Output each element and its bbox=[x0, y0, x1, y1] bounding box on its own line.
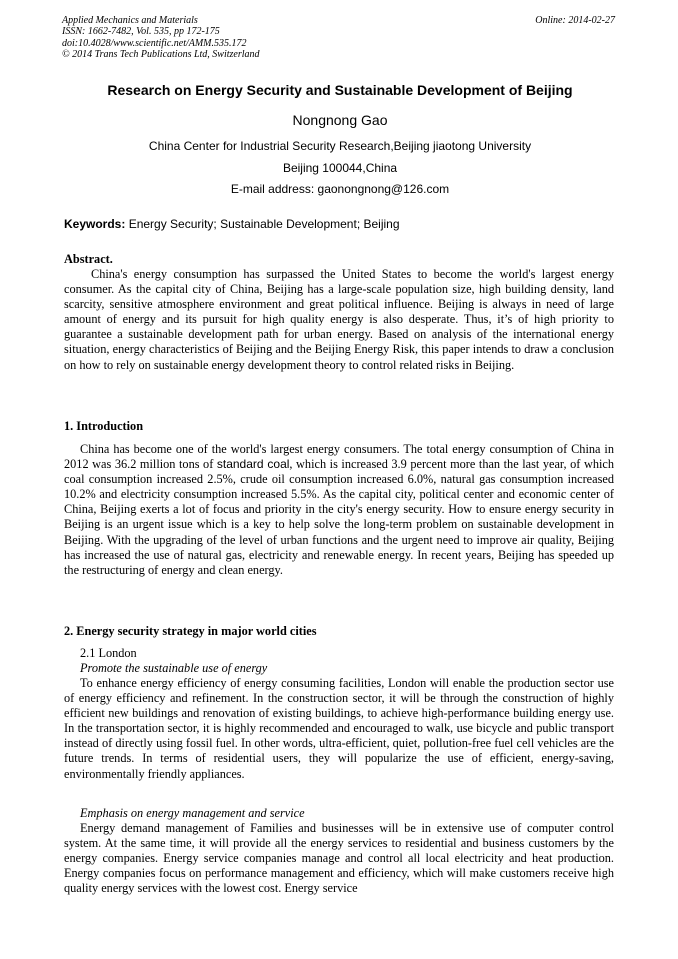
affiliation-address: Beijing 100044,China bbox=[282, 161, 398, 175]
section-1-heading: 1. Introduction bbox=[64, 419, 144, 433]
copyright-line: © 2014 Trans Tech Publications Ltd, Switzerland bbox=[62, 48, 260, 60]
affiliation-line: China Center for Industrial Security Research,Beijing jiaotong University bbox=[148, 139, 532, 153]
keywords bbox=[64, 217, 400, 231]
subsection-london: 2.1 London bbox=[80, 646, 137, 660]
author-name: Nongnong Gao bbox=[292, 112, 388, 128]
journal-name: Applied Mechanics and Materials bbox=[62, 15, 198, 26]
intro-text-b: , which is increased 3.9 percent more than the last year, of which coal consumption increased 2.5%, crude oil consumption increased 6.0%, natural gas consumption increased 10.2% and electricity consumption increased 5.5%. As the capital city, political center and economic center of China, Beijing exerts a lot of focus and priority in the city's energy security. How to ensure energy security in Beijing is an urgent issue which is a key to help solve the long-term problem on sustainable development in Beijing. With the upgrading of the level of urban functions and the urgent need to improve air quality, Beijing has increased the use of natural gas, electricity and renewable energy. In recent years, Beijing has speeded up the restructuring of energy and clean energy. bbox=[64, 457, 615, 577]
intro-text-a: China has become one of the world's largest energy consumers. The total energy consumption of China in 2012 was 36.2 million tons of bbox=[64, 442, 614, 472]
intro-standard-coal: standard coal bbox=[216, 457, 290, 472]
journal-header bbox=[62, 15, 260, 60]
author-email: E-mail address: gaonongnong@126.com bbox=[230, 182, 450, 196]
london-paragraph-2 bbox=[64, 821, 614, 896]
london-text-1: To enhance energy efficiency of energy consuming facilities, London will enable the production sector use of energy efficiency and refinement. In the construction sector, it will be through the construction of highly efficient new buildings and renovation of existing buildings, to achieve high-performance building energy use. In the transportation sector, it is highly recommended and encouraged to walk, use bicycle and public transport instead of directly using fossil fuel. In other words, ultra-efficient, quiet, pollution-free fuel cell vehicles are the future trends. In terms of residential users, they will popularize the use of efficient, energy-saving, environmentally friendly appliances. bbox=[64, 676, 614, 781]
keywords-label: Keywords: bbox=[64, 217, 126, 231]
introduction-paragraph bbox=[64, 442, 614, 578]
abstract-text: China's energy consumption has surpassed the United States to become the world's largest energy consumer. As the capital city of China, Beijing has a large-scale population size, high building density, land scarcity, sensitive atmosphere environment and great political influence. Beijing is always in need of large amount of energy and its pursuit for high quality energy is also desperate. Thus, it’s of high priority to guarantee a sustainable development path for urban energy. Based on analysis of the international energy situation, energy characteristics of Beijing and the Beijing Energy Risk, this paper intends to draw a conclusion on how to rely on sustainable energy development theory to control related risks in Beijing. bbox=[64, 267, 614, 372]
online-date: Online: 2014-02-27 bbox=[535, 15, 615, 26]
doi-line: doi:10.4028/www.scientific.net/AMM.535.172 bbox=[62, 37, 247, 49]
keywords-text: Energy Security; Sustainable Development; Beijing bbox=[125, 217, 400, 231]
abstract-body bbox=[64, 267, 614, 373]
subheading-sustainable-use: Promote the sustainable use of energy bbox=[80, 661, 268, 675]
paper-title: Research on Energy Security and Sustainable Development of Beijing bbox=[107, 82, 573, 98]
issn-line: ISSN: 1662-7482, Vol. 535, pp 172-175 bbox=[62, 26, 220, 38]
london-text-2: Energy demand management of Families and businesses will be in extensive use of computer control system. At the same time, it will provide all the energy services to residential and business customers by the energy companies. Energy service companies manage and control all local electricity and heat production. Energy companies focus on performance management and efficiency, which will make customers receive high quality energy services with the lowest cost. Energy service bbox=[64, 821, 614, 896]
abstract-heading: Abstract. bbox=[64, 252, 113, 266]
section-2-heading: 2. Energy security strategy in major world cities bbox=[64, 624, 317, 638]
section-1-body bbox=[64, 442, 614, 578]
london-paragraph-1 bbox=[64, 676, 614, 782]
subheading-energy-management: Emphasis on energy management and service bbox=[80, 806, 305, 820]
